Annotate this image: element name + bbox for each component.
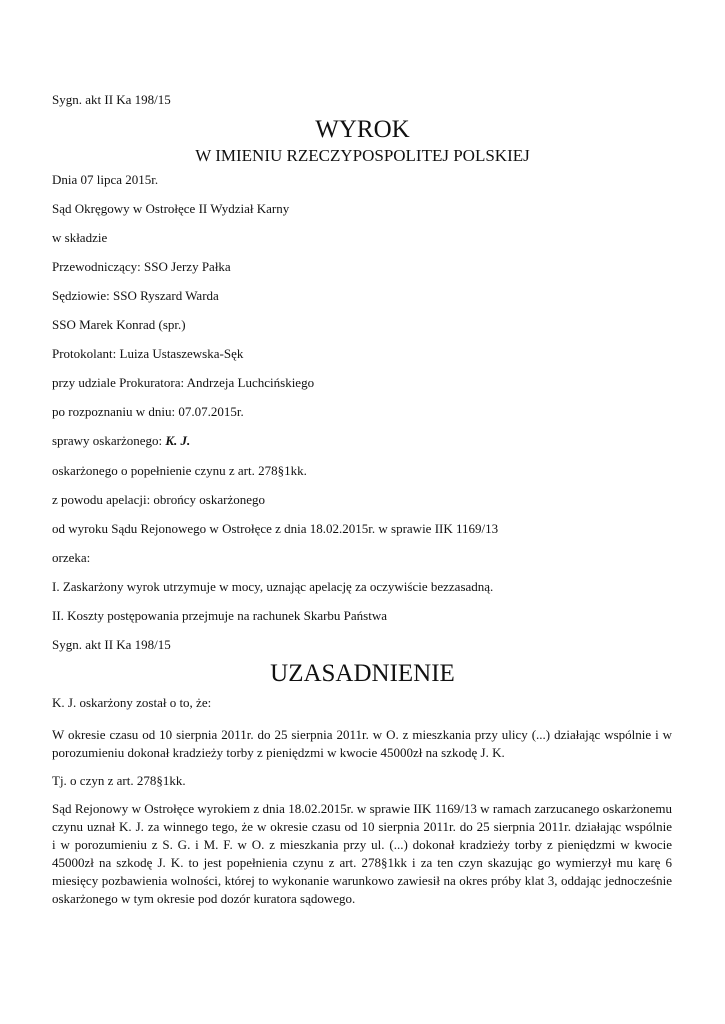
paragraph-line: W okresie czasu od 10 sierpnia 2011r. do 25 sierpnia 2011r. w O. z mieszkania przy ulicy (...) działając wspólnie i w <box>52 727 672 742</box>
paragraph-line: porozumieniu dokonał kradzieży torby z pieniędzmi w kwocie 45000zł na szkodę J. K. <box>52 745 505 760</box>
lower-court-judgment: od wyroku Sądu Rejonowego w Ostrołęce z dnia 18.02.2015r. w sprawie IIK 1169/13 <box>52 521 499 536</box>
ruling-point-2: II. Koszty postępowania przejmuje na rachunek Skarbu Państwa <box>52 608 388 623</box>
case-of-defendant <box>52 432 674 450</box>
justification-paragraph-2: Tj. o czyn z art. 278§1kk. <box>52 773 186 788</box>
hearing-date: po rozpoznaniu w dniu: 07.07.2015r. <box>52 404 244 419</box>
paragraph-line: i w porozumieniu z S. G. i M. F. w O. z mieszkania przy ul. (...) dokonał kradzieży torby z pieniędzmi w kwocie <box>52 837 672 852</box>
paragraph-line: miesięcy pozbawienia wolności, której to wykonanie warunkowo zawiesił na okres próby klat 3, oddając jednocześnie <box>52 873 672 888</box>
case-reference: Sygn. akt II Ka 198/15 <box>52 92 171 107</box>
justification-case-reference: Sygn. akt II Ka 198/15 <box>52 637 171 652</box>
judge-second: SSO Marek Konrad (spr.) <box>52 317 186 332</box>
composition-label: w składzie <box>52 230 108 245</box>
paragraph-line: 45000zł na szkodę J. K. to jest popełnienia czynu z art. 278§1kk i za ten czyn skazując go wymierzył mu karę 6 <box>52 855 672 870</box>
appeal: z powodu apelacji: obrońcy oskarżonego <box>52 492 265 507</box>
paragraph-line: oskarżonego w tym okresie pod dozór kuratora sądowego. <box>52 891 356 906</box>
rules-label: orzeka: <box>52 550 91 565</box>
verdict-date: Dnia 07 lipca 2015r. <box>52 172 159 187</box>
judges: Sędziowie: SSO Ryszard Warda <box>52 288 219 303</box>
ruling-point-1: I. Zaskarżony wyrok utrzymuje w mocy, uznając apelację za oczywiście bezzasadną. <box>52 579 494 594</box>
clerk: Protokolant: Luiza Ustaszewska-Sęk <box>52 346 244 361</box>
verdict-subtitle: W IMIENIU RZECZYPOSPOLITEJ POLSKIEJ <box>195 146 530 165</box>
prosecutor: przy udziale Prokuratora: Andrzeja Luchcińskiego <box>52 375 315 390</box>
court-name: Sąd Okręgowy w Ostrołęce II Wydział Karny <box>52 201 290 216</box>
charge: oskarżonego o popełnienie czynu z art. 278§1kk. <box>52 463 307 478</box>
paragraph-line: Sąd Rejonowy w Ostrołęce wyrokiem z dnia 18.02.2015r. w sprawie IIK 1169/13 w ramach zarzucanego oskarżonemu <box>52 801 672 816</box>
paragraph-line: czynu uznał K. J. za winnego tego, że w okresie czasu od 10 sierpnia 2011r. do 25 sierpnia 2011r. działając wspólnie <box>52 819 672 834</box>
justification-title: UZASADNIENIE <box>270 660 455 687</box>
presiding-judge: Przewodniczący: SSO Jerzy Pałka <box>52 259 231 274</box>
justification-paragraph-1 <box>52 726 672 762</box>
justification-intro: K. J. oskarżony został o to, że: <box>52 695 212 710</box>
defendant-name: K. J. <box>165 433 191 448</box>
justification-paragraph-3 <box>52 800 672 908</box>
verdict-title: WYROK <box>315 116 410 143</box>
case-prefix: sprawy oskarżonego: <box>52 433 166 448</box>
